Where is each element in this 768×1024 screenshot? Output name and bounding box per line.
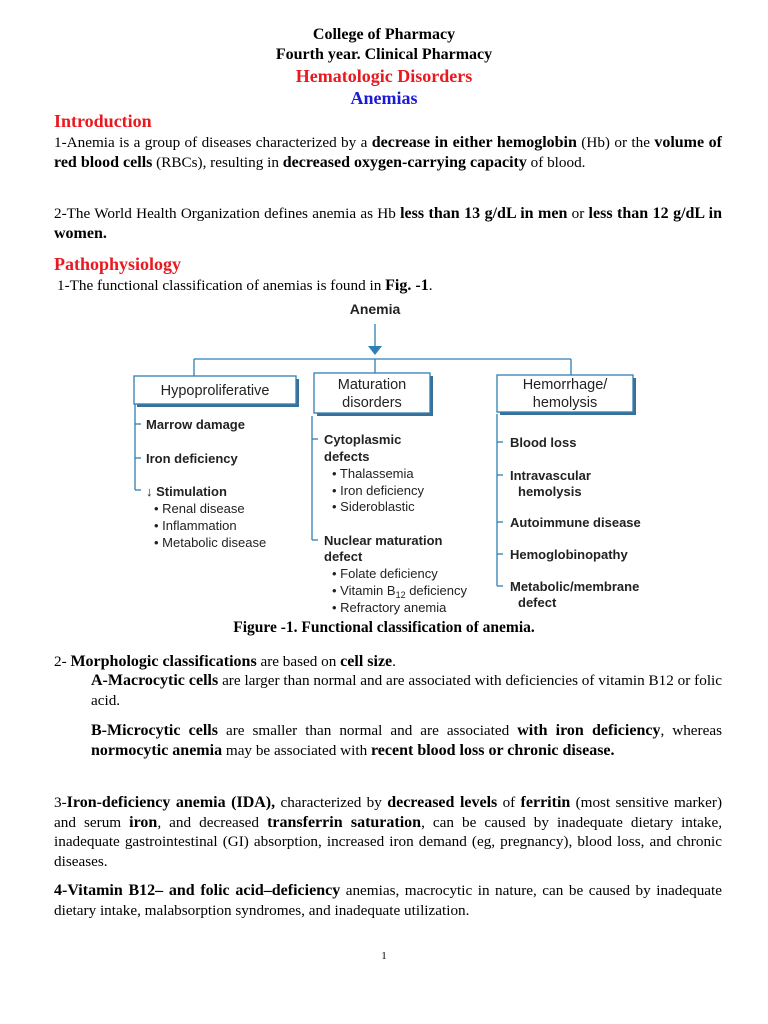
microcytic-paragraph: B-Microcytic cells are smaller than normal and are associated with iron deficiency, whereas normocytic anemia may be associated with recent blood loss or chronic disease. [91,722,722,759]
fig-col2-item: • Sideroblastic [332,499,415,514]
fig-col1-subhead: ↓ Stimulation [146,484,227,499]
fig-col1-subitem: • Inflammation [154,518,237,533]
fig-col1-subitem: • Metabolic disease [154,535,267,550]
fig-col3-item: defect [518,595,557,610]
fig-col3-item: Metabolic/membrane [510,579,640,594]
intro-paragraph-2: 2-The World Health Organization defines anemia as Hb less than 13 g/dL in men or less than 12 g/dL in women. [54,205,723,242]
fig-root-label: Anemia [349,301,401,317]
fig-col2-group: defects [324,449,370,464]
fig-col2-group: Nuclear maturation [324,533,443,548]
vitamin-b12-paragraph: 4-Vitamin B12– and folic acid–deficiency anemias, macrocytic in nature, can be caused by inadequate dietary intake, malabsorption syndromes, and inadequate utilization. [54,882,723,919]
fig-col2-item: • Folate deficiency [332,566,438,581]
fig-col3-item: Intravascular [510,468,591,483]
page-number: 1 [381,950,387,962]
fig-col3-title: hemolysis [532,395,598,411]
fig-col2-group: Cytoplasmic [324,432,402,447]
fig-col3-item: hemolysis [518,484,582,499]
macrocytic-paragraph: A-Macrocytic cells are larger than normal and are associated with deficiencies of vitamin B12 or folic acid. [91,672,722,709]
topic-title: Hematologic Disorders [295,66,473,86]
fig-col1-item: Marrow damage [146,417,245,432]
fig-col3-title: Hemorrhage/ [522,377,608,393]
intro-paragraph-1: 1-Anemia is a group of diseases characterized by a decrease in either hemoglobin (Hb) or the volume of red blood cells (RBCs), resulting in decreased oxygen-carrying capacity of blood. [54,134,723,171]
fig-col1-item: Iron deficiency [146,451,238,466]
fig-col3-item: Hemoglobinopathy [510,547,628,562]
subtopic-title: Anemias [350,88,418,108]
down-arrow-icon [368,346,382,355]
course-title: Fourth year. Clinical Pharmacy [275,46,493,63]
fig-col1-subitem: • Renal disease [154,501,245,516]
fig-col3-item: Autoimmune disease [510,515,641,530]
ida-paragraph: 3-Iron-deficiency anemia (IDA), characterized by decreased levels of ferritin (most sensitive marker) and serum iron, and decreased transferrin saturation, can be caused by inadequate dietary intake, inadequate gastrointestinal (GI) absorption, increased iron demand (eg, pregnancy), blood loss, and chronic diseases. [54,794,723,870]
fig-col2-title: Maturation [337,377,407,393]
fig-col2-group: defect [324,549,363,564]
fig-col2-item: • Refractory anemia [332,600,447,615]
patho-paragraph-1: 1-The functional classification of anemias is found in Fig. -1. [57,277,433,294]
pathophysiology-heading: Pathophysiology [54,254,182,274]
morphologic-paragraph: 2- Morphologic classifications are based on cell size. [54,653,396,670]
figure-caption: Figure -1. Functional classification of anemia. [233,619,535,636]
fig-col1-title: Hypoproliferative [160,383,270,399]
fig-col2-item-vitb12: • Vitamin $B_{12}$ deficiency [332,583,467,600]
fig-col2-item: • Iron deficiency [332,483,424,498]
introduction-heading: Introduction [54,111,152,131]
classification-figure [120,296,680,618]
fig-col2-title: disorders [342,395,402,411]
college-title: College of Pharmacy [312,26,456,43]
fig-col3-item: Blood loss [510,435,577,450]
fig-col2-item: • Thalassemia [332,466,414,481]
